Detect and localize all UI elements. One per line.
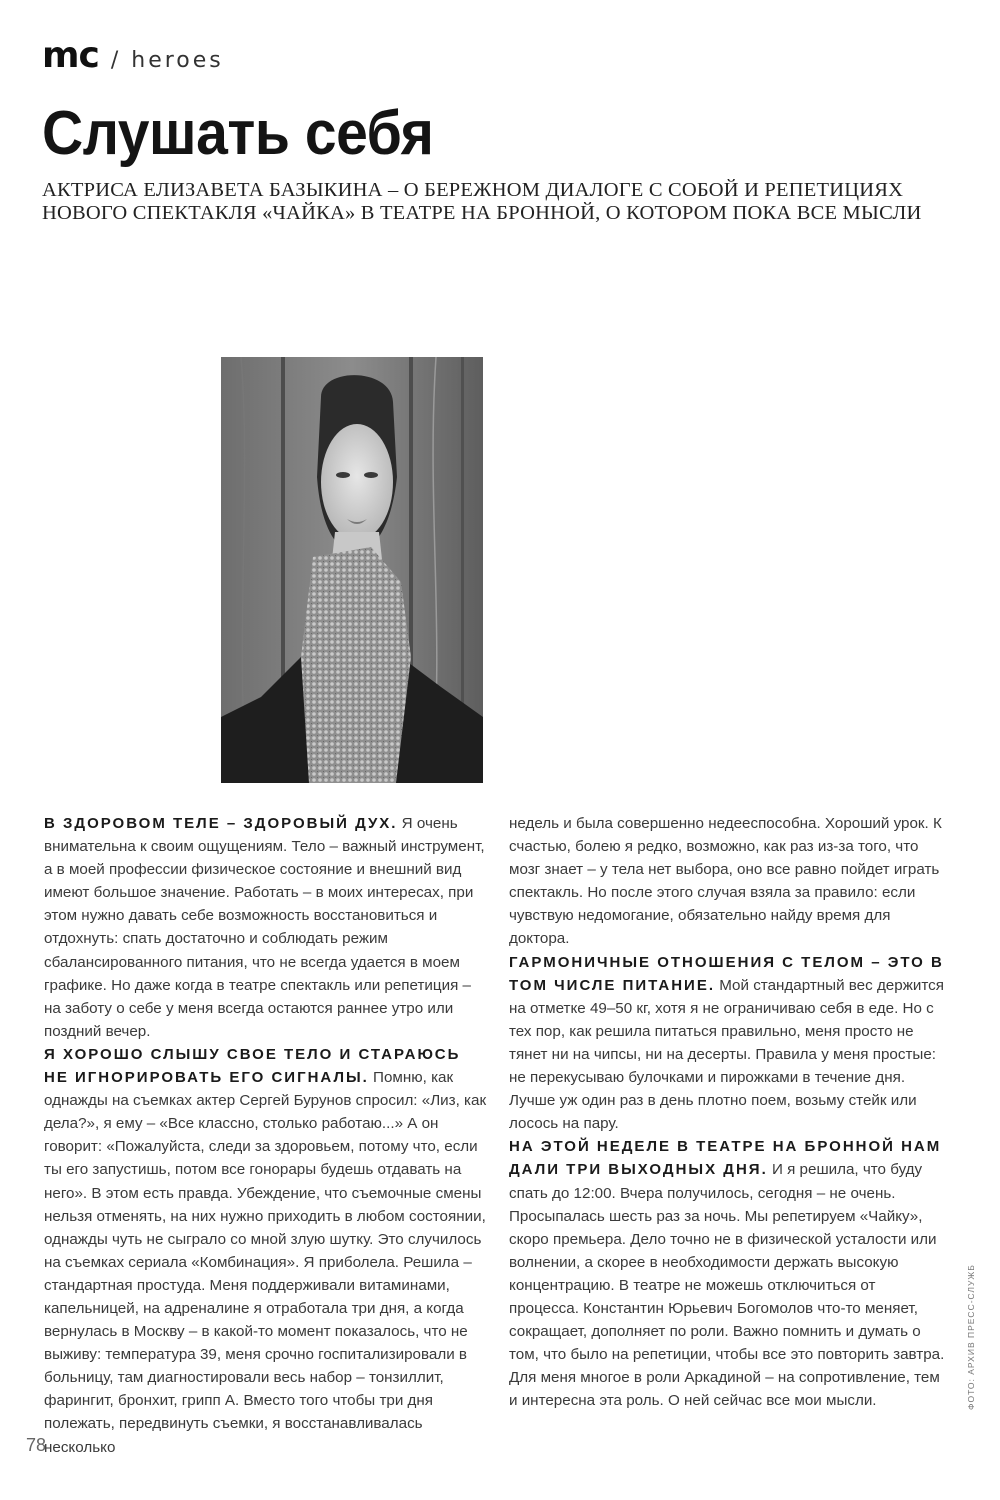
magazine-header [42,35,224,82]
paragraph-continuation [509,812,949,951]
paragraph-nutrition [509,951,949,1136]
paragraph-text: И я решила, что буду спать до 12:00. Вчера получилось, сегодня – не очень. Просыпалась шесть раз за ночь. Мы репетируем «Чайку», скоро премьера. Дело точно не в физической усталости или волнении, а скорее в необходимости держать высокую концентрацию. В театре не можешь отключиться от процесса. Константин Юрьевич Богомолов что-то меняет, сокращает, дополняет по роли. Важно помнить и думать о том, что было на репетиции, чтобы все это повторить завтра. Для меня многое в роли Аркадиной – на сопротивление, тем и интересна эта роль. О ней сейчас все мои мысли. [509,1161,945,1410]
magazine-logo[interactable]: mc [42,35,99,76]
article-column-right [509,812,949,1412]
paragraph-text: Мой стандартный вес держится на отметке 49–50 кг, хотя я не ограничиваю себя в еде. Но с тех пор, как решила питаться правильно, меня просто не тянет ни на чипсы, ни на десерты. Правила у меня простые: не перекусываю булочками и пирожками в течение дня. Лучше уж один раз в день плотно поем, возьму стейк или лосось на пару. [509,976,944,1133]
portrait-photo [221,357,483,783]
paragraph-lede: Я ХОРОШО СЛЫШУ СВОЕ ТЕЛО И СТАРАЮСЬ НЕ ИГНОРИРОВАТЬ ЕГО СИГНАЛЫ. [44,1045,461,1087]
paragraph-text: недель и была совершенно недееспособна. Хороший урок. К счастью, болею я редко, возможно, как раз из-за того, что мозг знает – у тела нет выбора, оно все равно пойдет играть спектакль. Но после этого случая взяла за правило: если чувствую недомогание, обязательно найду время для доктора. [509,815,942,948]
article-lead: АКТРИСА ЕЛИЗАВЕТА БАЗЫКИНА – О БЕРЕЖНОМ ДИАЛОГЕ С СОБОЙ И РЕПЕТИЦИЯХ НОВОГО СПЕКТАКЛЯ «ЧАЙКА» В ТЕАТРЕ НА БРОННОЙ, О КОТОРОМ ПОКА ВСЕ МЫСЛИ [42,179,922,224]
photo-credit: ФОТО: АРХИВ ПРЕСС-СЛУЖБ [966,1264,976,1410]
article-title: Слушать себя [42,99,434,168]
paragraph-lede: В ЗДОРОВОМ ТЕЛЕ – ЗДОРОВЫЙ ДУХ. [44,815,398,832]
paragraph-body-signals [44,1043,490,1459]
section-label: / heroes [110,48,224,73]
article-column-left [44,812,490,1459]
page-number: 78 [26,1435,47,1455]
paragraph-lede: ГАРМОНИЧНЫЕ ОТНОШЕНИЯ С ТЕЛОМ – ЭТО В ТОМ ЧИСЛЕ ПИТАНИЕ. [509,953,944,994]
paragraph-text: Я очень внимательна к своим ощущениям. Тело – важный инструмент, а в моей профессии физическое состояние и внешний вид имеют большое значение. Работать – в моих интересах, при этом нужно давать себе возможность восстановиться и отдохнуть: спать достаточно и соблюдать режим сбалансированного питания, что не всегда удается в моем графике. Но даже когда в театре спектакль или репетиция – на заботу о себе у меня всегда остаются раннее утро или поздний вечер. [44,815,485,1040]
paragraph-text: Помню, как однажды на съемках актер Сергей Бурунов спросил: «Лиз, как дела?», я ему – «Все классно, столько работаю...» А он говорит: «Пожалуйста, следи за здоровьем, потому что, если ты его запустишь, потом все гонорары будешь отдавать на него». В этом есть правда. Убеждение, что съемочные смены нельзя отменять, на них нужно приходить в любом состоянии, однажды чуть не сыграло со мной злую шутку. Это случилось на съемках сериала «Комбинация». Я приболела. Решила – стандартная простуда. Меня поддерживали витаминами, капельницей, на адреналине я отработала три дня, а когда вернулась в Москву – в какой-то момент показалось, что не выживу: температура 39, меня срочно госпитализировали в больницу, там диагностировали весь набор – тонзиллит, фарингит, бронхит, грипп А. Вместо того чтобы три дня полежать, передвинуть съемки, я восстанавливалась несколько [44,1069,487,1456]
paragraph-lede: НА ЭТОЙ НЕДЕЛЕ В ТЕАТРЕ НА БРОННОЙ НАМ ДАЛИ ТРИ ВЫХОДНЫХ ДНЯ. [509,1138,942,1179]
paragraph-theater-week [509,1135,949,1412]
paragraph-healthy-body [44,812,490,1043]
